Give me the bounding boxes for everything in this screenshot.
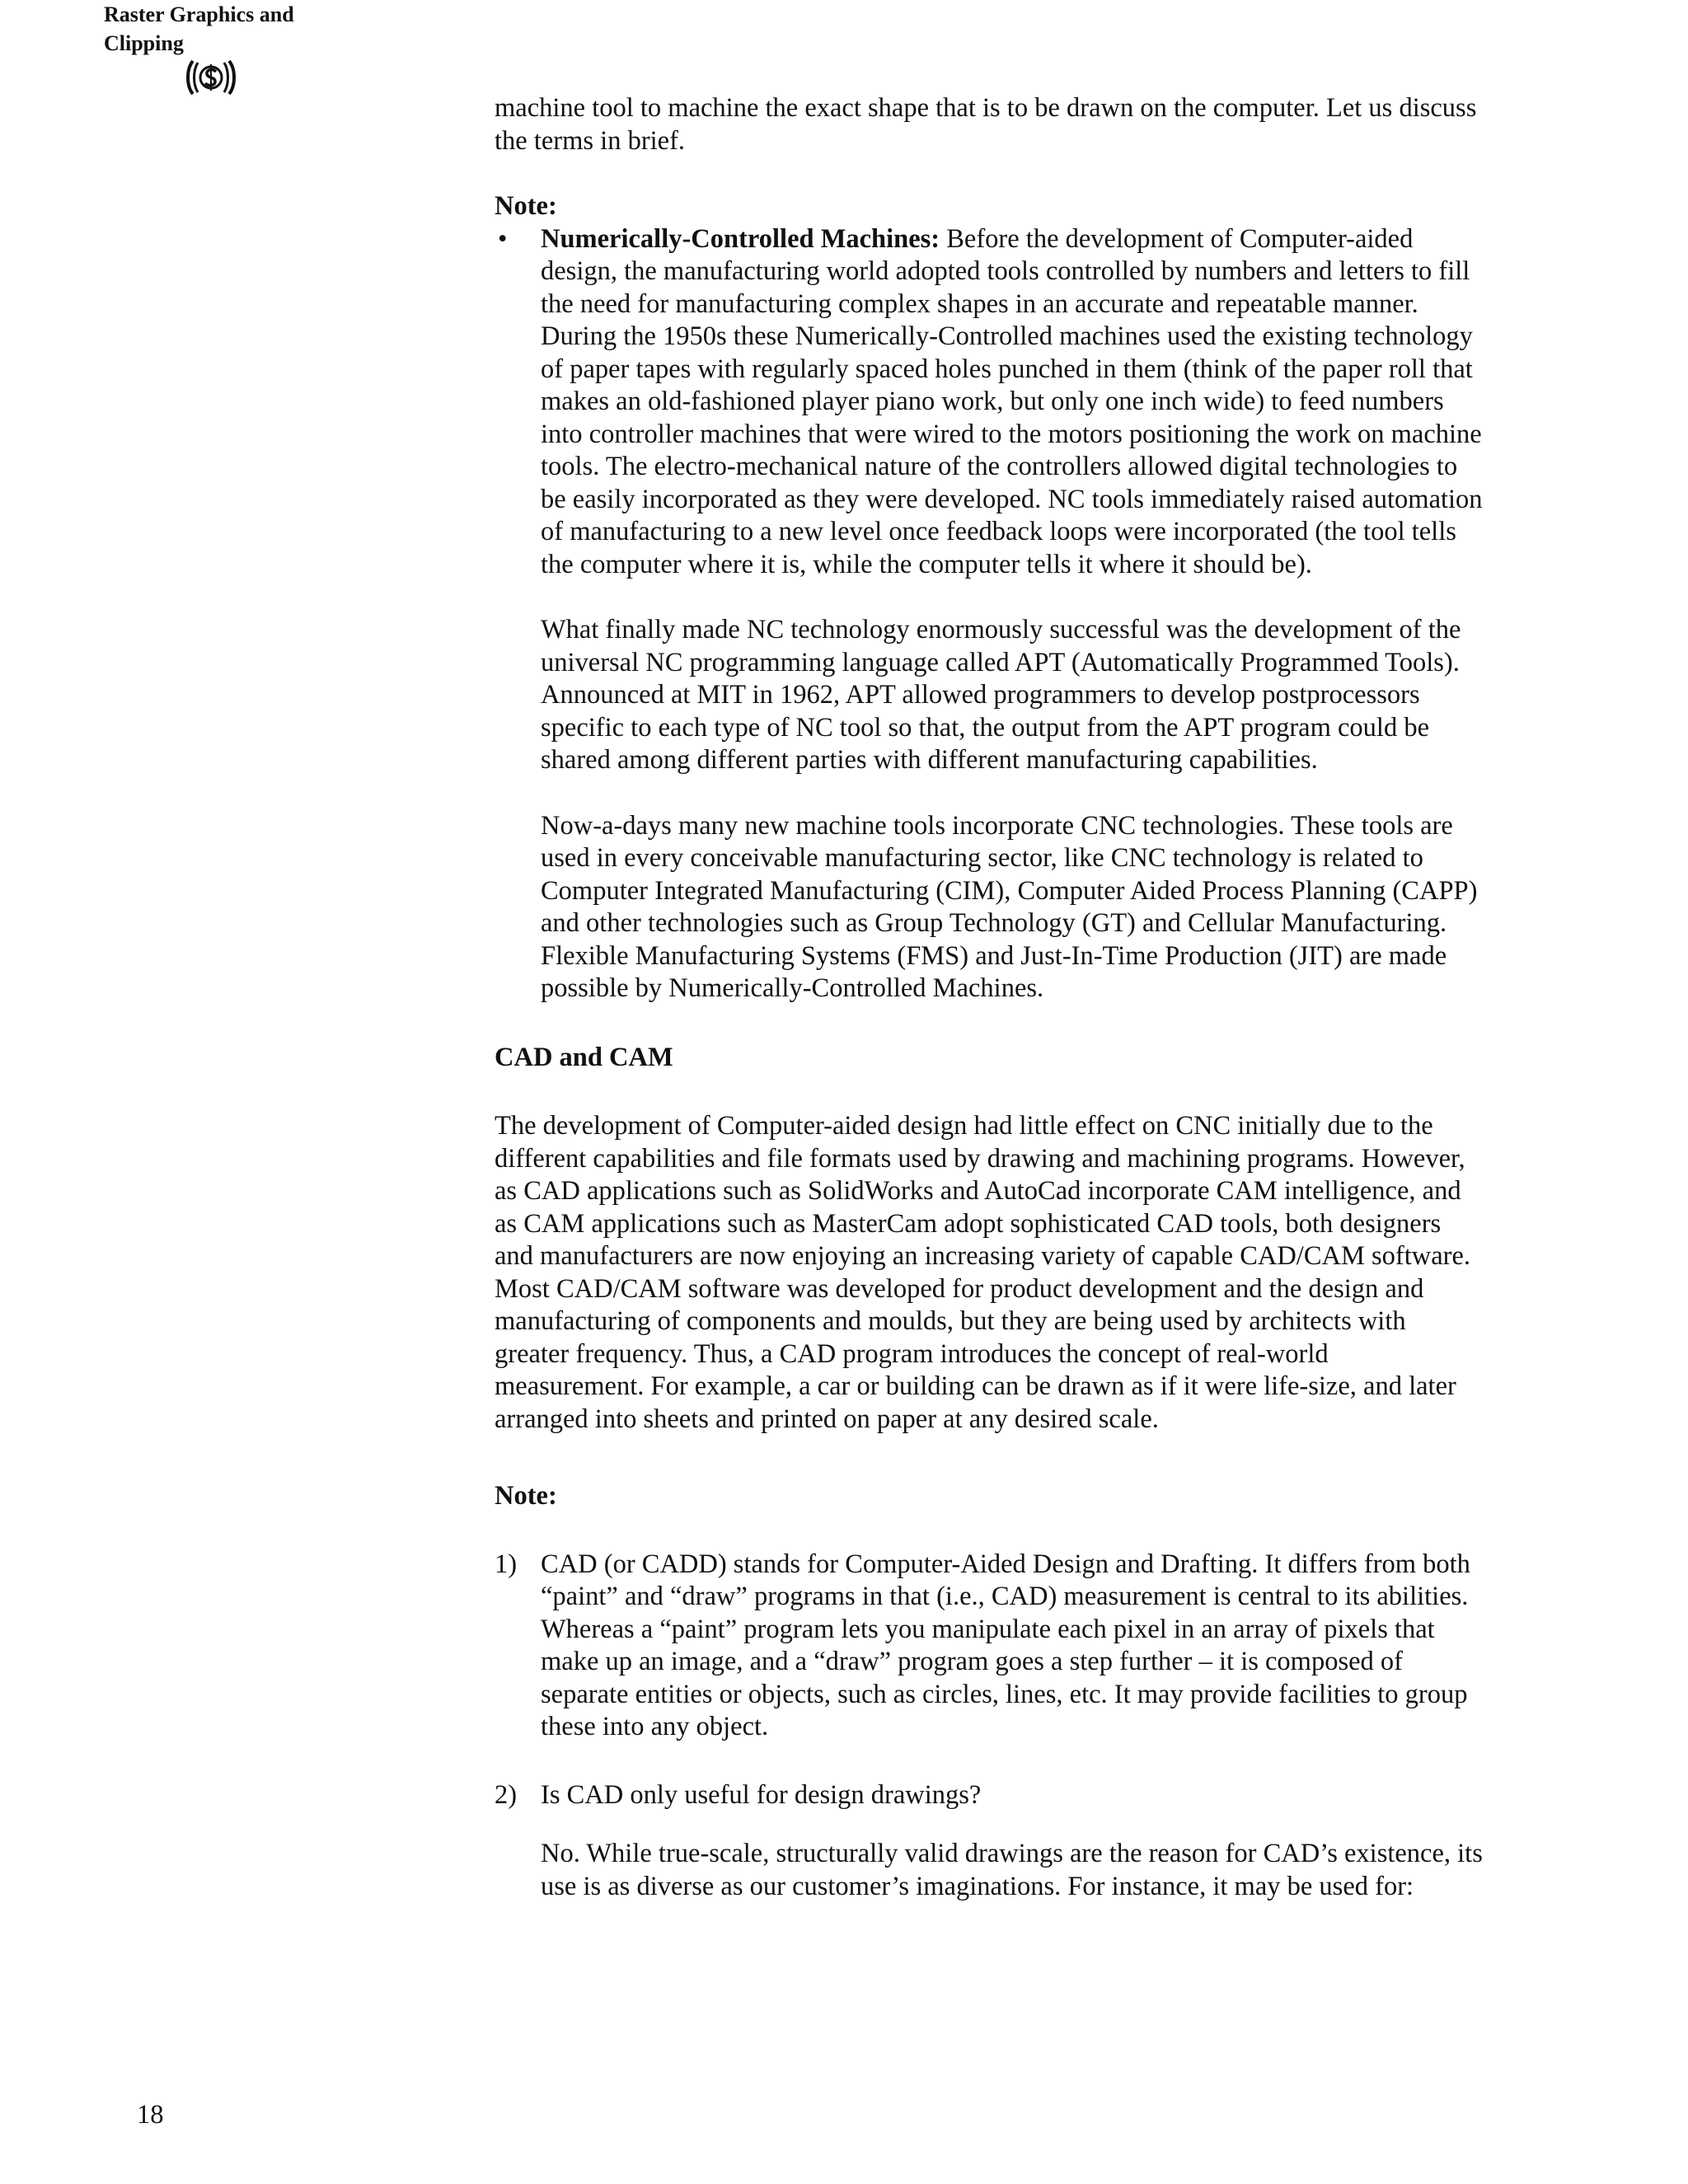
bullet-title: Numerically-Controlled Machines:	[541, 223, 940, 254]
cnc-paragraph: Now-a-days many new machine tools incorporate CNC technologies. These tools are used in every conceivable manufacturing sector, like CNC technology is related to Computer Integrated Manufacturing (CIM), Computer Aided Process Planning (CAPP) and other technologies such as Group Technology (GT) and Cellular Manufacturing. Flexible Manufacturing Systems (FMS) and Just-In-Time Production (JIT) are made possible by Numerically-Controlled Machines.	[541, 810, 1478, 1003]
apt-paragraph: What finally made NC technology enormously successful was the development of the universal NC programming language called APT (Automatically Programmed Tools). Announced at MIT in 1962, APT allowed programmers to develop postprocessors specific to each type of NC tool so that, the output from the APT program could be shared among different parties with different manufacturing capabilities.	[541, 615, 1461, 775]
answer-paragraph: No. While true-scale, structurally valid drawings are the reason for CAD’s existence, its use is as diverse as our customer’s imaginations. For instance, it may be used for:	[541, 1839, 1483, 1901]
university-logo-icon	[185, 56, 237, 99]
section-heading: CAD and CAM	[495, 1042, 673, 1072]
item-text: CAD (or CADD) stands for Computer-Aided Design and Drafting. It differs from both “paint” and “draw” programs in that (i.e., CAD) measurement is central to its abilities. Whereas a “paint” program lets you manipulate each pixel in an array of pixels that make up an image, and a “draw” program goes a step further – it is composed of separate entities or objects, such as circles, lines, etc. It may provide facilities to group these into any object.	[541, 1549, 1470, 1741]
cad-cam-paragraph: The development of Computer-aided design had little effect on CNC initially due to the different capabilities and file formats used by drawing and machining programs. However, as CAD applications such as SolidWorks and AutoCad incorporate CAM intelligence, and as CAM applications such as MasterCam adopt sophisticated CAD tools, both designers and manufacturers are now enjoying an increasing variety of capable CAD/CAM software. Most CAD/CAM software was developed for product development and the design and manufacturing of components and moulds, but they are being used by architects with greater frequency. Thus, a CAD program introduces the concept of real-world measurement. For example, a car or building can be drawn as if it were life-size, and later arranged into sheets and printed on paper at any desired scale.	[495, 1111, 1471, 1434]
running-header	[104, 0, 294, 58]
bullet-text: Before the development of Computer-aided design, the manufacturing world adopted tools controlled by numbers and letters to fill the need for manufacturing complex shapes in an accurate and repeatable manner. During the 1950s these Numerically-Controlled machines used the existing technology of paper tapes with regularly spaced holes punched in them (think of the paper roll that makes an old-fashioned player piano work, but only one inch wide) to feed numbers into controller machines that were wired to the motors positioning the work on machine tools. The electro-mechanical nature of the controllers allowed digital technologies to be easily incorporated as they were developed. NC tools immediately raised automation of manufacturing to a new level once feedback loops were incorporated (the tool tells the computer where it is, while the computer tells it where it should be).	[541, 223, 1483, 579]
page-number: 18	[137, 2100, 164, 2130]
intro-paragraph: machine tool to machine the exact shape that is to be drawn on the computer. Let us discuss the terms in brief.	[495, 93, 1477, 156]
page-content	[495, 92, 1484, 1903]
note-label: Note:	[495, 191, 557, 221]
header-line-1: Raster Graphics and	[104, 2, 294, 26]
item-number: 1)	[495, 1549, 518, 1579]
item-number: 2)	[495, 1779, 518, 1810]
item-text: Is CAD only useful for design drawings?	[541, 1779, 982, 1810]
note-label-2: Note:	[495, 1481, 557, 1511]
numbered-item-1	[495, 1549, 1484, 1744]
numbered-item-2	[495, 1779, 1484, 1812]
header-line-2: Clipping	[104, 31, 184, 55]
bullet-paragraph	[541, 223, 1484, 582]
bullet-icon: •	[498, 223, 508, 254]
bullet-nc-machines	[495, 223, 1484, 582]
